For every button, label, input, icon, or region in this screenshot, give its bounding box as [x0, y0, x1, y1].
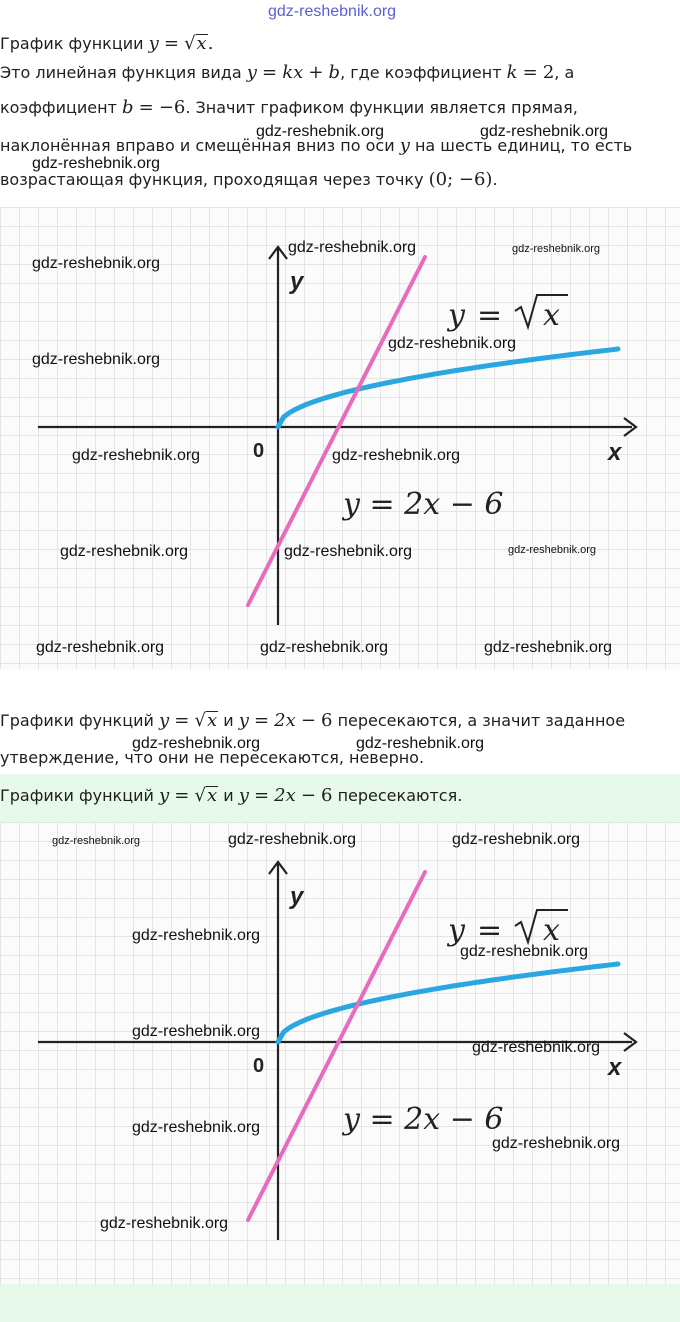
- watermark[interactable]: gdz-reshebnik.org: [460, 943, 589, 960]
- math-op: =: [262, 62, 278, 83]
- text: пересекаются.: [337, 786, 463, 805]
- watermark[interactable]: gdz-reshebnik.org: [132, 927, 261, 944]
- math-op: =: [163, 33, 179, 54]
- para1-line1: [0, 34, 213, 54]
- math-op: =: [174, 710, 190, 731]
- answer-box: [0, 774, 680, 822]
- answer-box-footer: [0, 1284, 680, 1322]
- sqrt-label-lhs: y: [448, 913, 465, 948]
- text: и: [223, 711, 234, 730]
- math-var: kx: [282, 62, 304, 83]
- text: возрастающая функция, проходящая через точку: [0, 170, 424, 189]
- watermark[interactable]: gdz-reshebnik.org: [480, 123, 609, 140]
- math-punct: .: [207, 33, 214, 54]
- line-label: y = 2x − 6: [343, 487, 504, 522]
- text: Графики функций: [0, 786, 154, 805]
- y-axis-label: y: [290, 883, 304, 910]
- math-var: y: [238, 710, 249, 731]
- watermark[interactable]: gdz-reshebnik.org: [52, 835, 141, 847]
- watermark[interactable]: gdz-reshebnik.org: [32, 255, 161, 272]
- watermark[interactable]: gdz-reshebnik.org: [284, 543, 413, 560]
- math-op: −: [300, 785, 316, 806]
- para1-line2: [0, 63, 574, 83]
- sqrt-symbol: √x: [184, 33, 207, 54]
- sqrt-symbol: √x: [194, 785, 218, 806]
- math-op: =: [522, 62, 538, 83]
- watermark[interactable]: gdz-reshebnik.org: [32, 351, 161, 368]
- math-var: y: [159, 710, 170, 731]
- sqrt-arg: x: [206, 710, 218, 731]
- watermark[interactable]: gdz-reshebnik.org: [32, 155, 161, 172]
- para1-line5: [0, 170, 498, 190]
- text: График функции: [0, 34, 144, 53]
- watermark[interactable]: gdz-reshebnik.org: [36, 639, 165, 656]
- watermark[interactable]: gdz-reshebnik.org: [508, 544, 597, 556]
- math-point: (0; −6): [428, 169, 493, 190]
- watermark[interactable]: gdz-reshebnik.org: [72, 447, 201, 464]
- math-op: =: [253, 710, 270, 731]
- math-op: =: [253, 785, 270, 806]
- graph-1-svg: [0, 207, 680, 669]
- x-axis-label: x: [608, 439, 622, 466]
- watermark[interactable]: gdz-reshebnik.org: [332, 447, 461, 464]
- watermark[interactable]: gdz-reshebnik.org: [512, 243, 601, 255]
- text: и: [223, 786, 234, 805]
- watermark[interactable]: gdz-reshebnik.org: [228, 831, 357, 848]
- sqrt-arg: x: [196, 33, 207, 54]
- text: , а: [554, 63, 575, 82]
- sqrt-label: [446, 295, 568, 333]
- sqrt-label-arg: x: [543, 298, 560, 333]
- line-label: y = 2x − 6: [343, 1102, 504, 1137]
- math-var: y: [246, 62, 257, 83]
- math-var: y: [159, 785, 170, 806]
- graph-2: [0, 822, 680, 1284]
- text: пересекаются, а значит заданное: [337, 711, 626, 730]
- math-var: b: [328, 62, 341, 83]
- text: . Значит графиком функции является прямая,: [185, 98, 578, 117]
- watermark[interactable]: gdz-reshebnik.org: [132, 735, 261, 752]
- watermark[interactable]: gdz-reshebnik.org: [132, 1023, 261, 1040]
- linear-line: [248, 872, 425, 1220]
- origin-label: 0: [253, 1055, 265, 1077]
- watermark[interactable]: gdz-reshebnik.org: [388, 335, 517, 352]
- text: наклонённая вправо и смещённая вниз по оси: [0, 136, 395, 155]
- watermark[interactable]: gdz-reshebnik.org: [492, 1135, 621, 1152]
- text: .: [492, 170, 498, 189]
- watermark[interactable]: gdz-reshebnik.org: [472, 1039, 601, 1056]
- watermark[interactable]: gdz-reshebnik.org: [260, 639, 389, 656]
- math-num: 6: [321, 710, 333, 731]
- text: , где коэффициент: [340, 63, 502, 82]
- text: коэффициент: [0, 98, 117, 117]
- math-op: =: [174, 785, 190, 806]
- math-num: 2: [542, 62, 555, 83]
- watermark[interactable]: gdz-reshebnik.org: [484, 639, 613, 656]
- watermark[interactable]: gdz-reshebnik.org: [100, 1215, 229, 1232]
- watermark[interactable]: gdz-reshebnik.org: [132, 1119, 261, 1136]
- math-op: +: [308, 62, 324, 83]
- sqrt-arg: x: [206, 785, 218, 806]
- text: утверждение, что они не пересекаются, неверно.: [0, 748, 425, 767]
- watermark[interactable]: gdz-reshebnik.org: [288, 239, 417, 256]
- answer-line: [0, 786, 462, 806]
- watermark[interactable]: gdz-reshebnik.org: [452, 831, 581, 848]
- para2-line1: [0, 711, 625, 731]
- sqrt-label-arg: x: [543, 913, 560, 948]
- math-var: 2x: [274, 710, 296, 731]
- math-num: −6: [158, 97, 186, 118]
- para1-line3: [0, 98, 578, 118]
- math-var: 2x: [274, 785, 296, 806]
- math-op: −: [300, 710, 316, 731]
- text: на шесть единиц, то есть: [414, 136, 633, 155]
- watermark[interactable]: gdz-reshebnik.org: [356, 735, 485, 752]
- watermark-top[interactable]: gdz-reshebnik.org: [268, 3, 397, 20]
- sqrt-label-lhs: y: [448, 298, 465, 333]
- sqrt-label-eq: =: [477, 298, 503, 333]
- sqrt-symbol: √x: [194, 710, 218, 731]
- watermark[interactable]: gdz-reshebnik.org: [60, 543, 189, 560]
- math-var: b: [122, 97, 134, 118]
- sqrt-curve: [278, 964, 618, 1042]
- math-var: k: [506, 62, 518, 83]
- text: Это линейная функция вида: [0, 63, 242, 82]
- math-var: y: [238, 785, 249, 806]
- math-var: y: [399, 135, 410, 156]
- y-axis-label: y: [290, 268, 304, 295]
- text: Графики функций: [0, 711, 154, 730]
- x-axis-label: x: [608, 1054, 622, 1081]
- math-var: y: [148, 33, 159, 54]
- graph-1: [0, 207, 680, 669]
- sqrt-radical: [515, 910, 568, 942]
- math-op: =: [138, 97, 154, 118]
- origin-label: 0: [253, 440, 265, 462]
- sqrt-label-eq: =: [477, 913, 503, 948]
- math-num: 6: [321, 785, 333, 806]
- sqrt-radical: [515, 295, 568, 327]
- watermark[interactable]: gdz-reshebnik.org: [256, 123, 385, 140]
- sqrt-curve: [278, 349, 618, 427]
